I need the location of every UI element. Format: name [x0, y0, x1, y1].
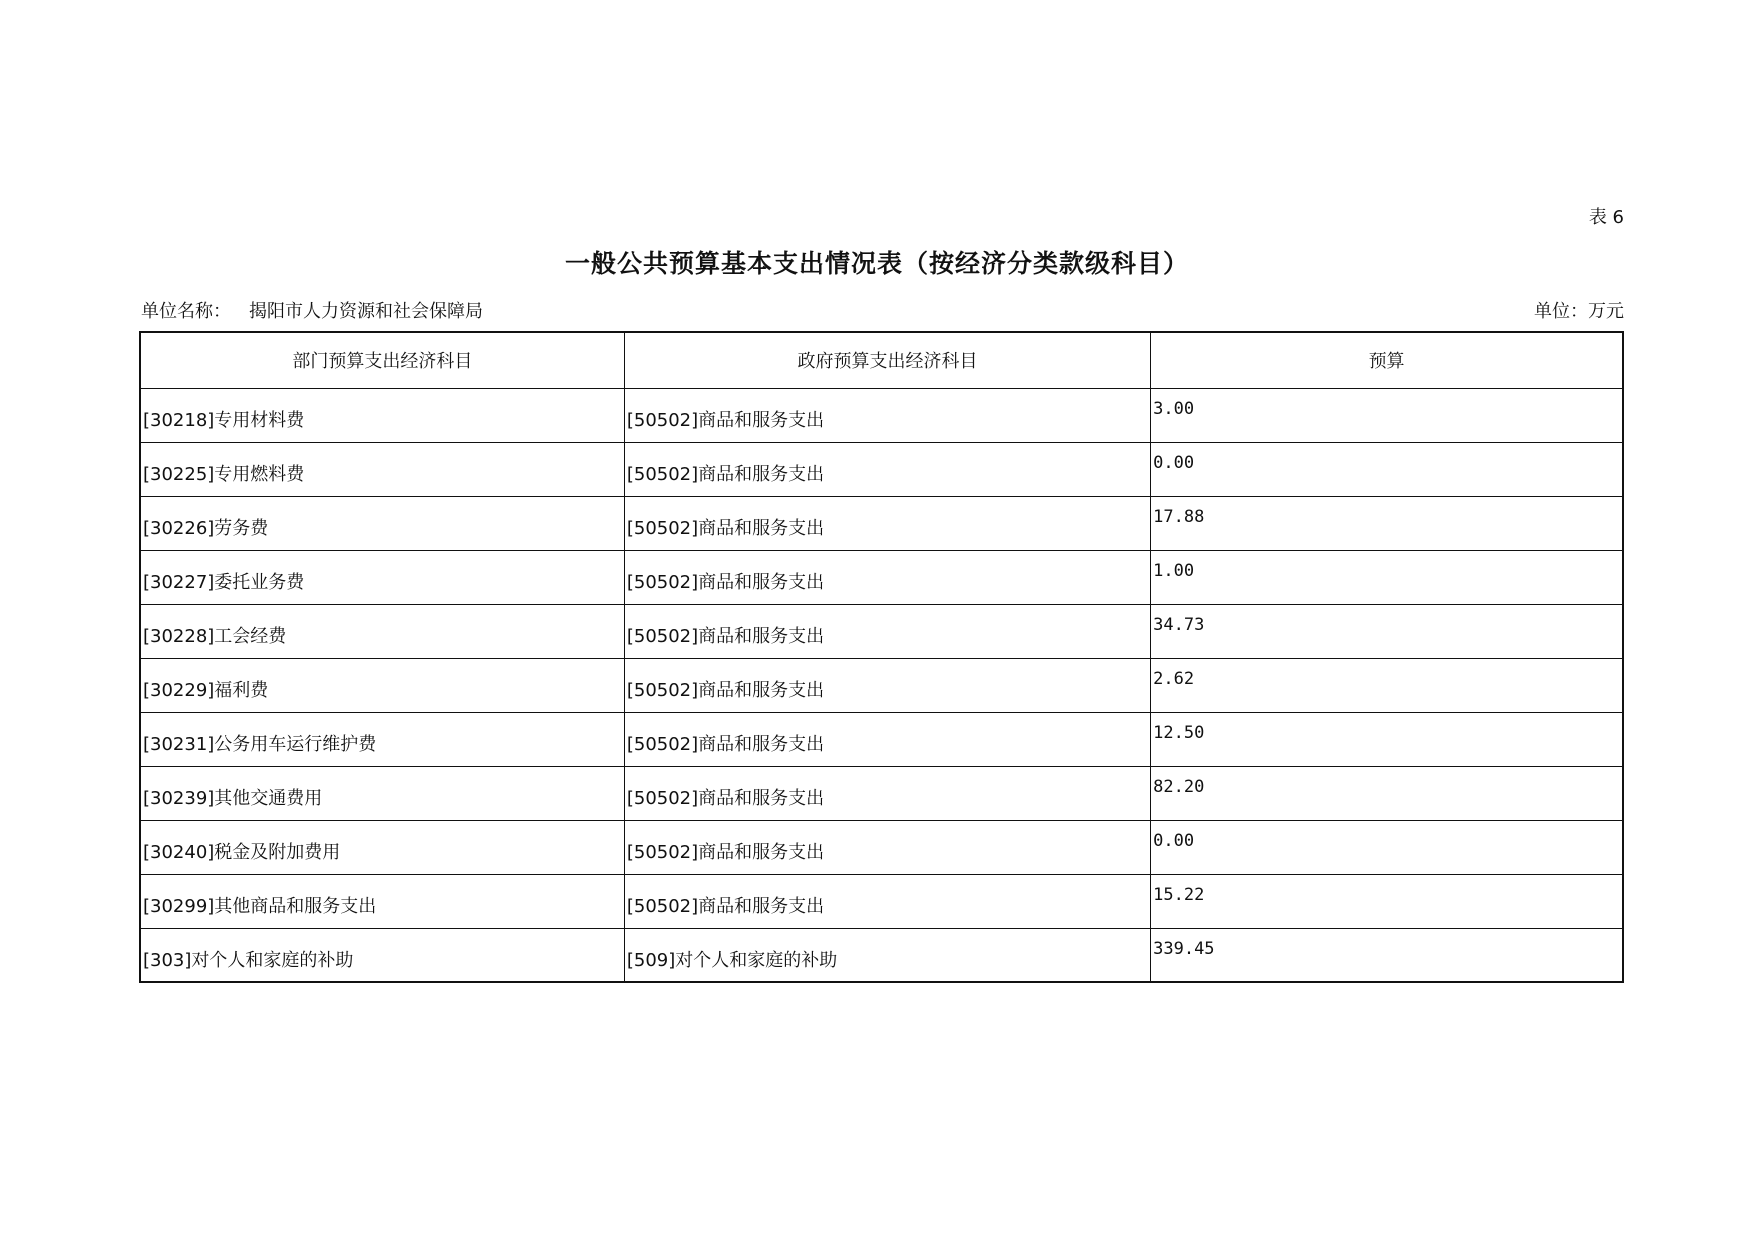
cell-gov-item: [50502]商品和服务支出	[624, 820, 1150, 874]
cell-dept-item: [30225]专用燃料费	[140, 442, 624, 496]
table-row	[140, 712, 1623, 766]
cell-dept-item: [30227]委托业务费	[140, 550, 624, 604]
table-row	[140, 496, 1623, 550]
cell-budget: 34.73	[1151, 604, 1623, 658]
cell-gov-item: [50502]商品和服务支出	[624, 712, 1150, 766]
cell-budget: 3.00	[1151, 388, 1623, 442]
table-number: 表 6	[1588, 207, 1624, 228]
table-row	[140, 928, 1623, 982]
cell-budget: 82.20	[1151, 766, 1623, 820]
cell-dept-item: [30229]福利费	[140, 658, 624, 712]
table-row	[140, 550, 1623, 604]
cell-budget: 1.00	[1151, 550, 1623, 604]
table-row	[140, 658, 1623, 712]
table-row	[140, 604, 1623, 658]
column-header-gov-item: 政府预算支出经济科目	[624, 332, 1150, 388]
unit-label: 单位：万元	[1534, 301, 1624, 322]
table-row	[140, 874, 1623, 928]
cell-gov-item: [509]对个人和家庭的补助	[624, 928, 1150, 982]
cell-gov-item: [50502]商品和服务支出	[624, 604, 1150, 658]
cell-gov-item: [50502]商品和服务支出	[624, 388, 1150, 442]
table-row	[140, 388, 1623, 442]
cell-dept-item: [30239]其他交通费用	[140, 766, 624, 820]
cell-dept-item: [303]对个人和家庭的补助	[140, 928, 624, 982]
cell-dept-item: [30231]公务用车运行维护费	[140, 712, 624, 766]
budget-table	[139, 331, 1624, 983]
unit-name-value: 揭阳市人力资源和社会保障局	[249, 301, 483, 322]
cell-dept-item: [30226]劳务费	[140, 496, 624, 550]
cell-budget: 15.22	[1151, 874, 1623, 928]
cell-budget: 12.50	[1151, 712, 1623, 766]
unit-name-label: 单位名称：	[141, 301, 231, 322]
page-title: 一般公共预算基本支出情况表（按经济分类款级科目）	[564, 249, 1189, 278]
cell-budget: 0.00	[1151, 442, 1623, 496]
cell-budget: 2.62	[1151, 658, 1623, 712]
cell-budget: 0.00	[1151, 820, 1623, 874]
table-row	[140, 442, 1623, 496]
cell-gov-item: [50502]商品和服务支出	[624, 442, 1150, 496]
cell-dept-item: [30299]其他商品和服务支出	[140, 874, 624, 928]
table-row	[140, 820, 1623, 874]
cell-budget: 17.88	[1151, 496, 1623, 550]
cell-gov-item: [50502]商品和服务支出	[624, 550, 1150, 604]
cell-budget: 339.45	[1151, 928, 1623, 982]
cell-gov-item: [50502]商品和服务支出	[624, 496, 1150, 550]
table-row	[140, 766, 1623, 820]
unit-name-line	[141, 297, 483, 323]
cell-dept-item: [30218]专用材料费	[140, 388, 624, 442]
column-header-budget: 预算	[1151, 332, 1623, 388]
column-header-dept-item: 部门预算支出经济科目	[140, 332, 624, 388]
cell-gov-item: [50502]商品和服务支出	[624, 658, 1150, 712]
cell-gov-item: [50502]商品和服务支出	[624, 874, 1150, 928]
cell-gov-item: [50502]商品和服务支出	[624, 766, 1150, 820]
cell-dept-item: [30240]税金及附加费用	[140, 820, 624, 874]
cell-dept-item: [30228]工会经费	[140, 604, 624, 658]
table-header-row	[140, 332, 1623, 388]
